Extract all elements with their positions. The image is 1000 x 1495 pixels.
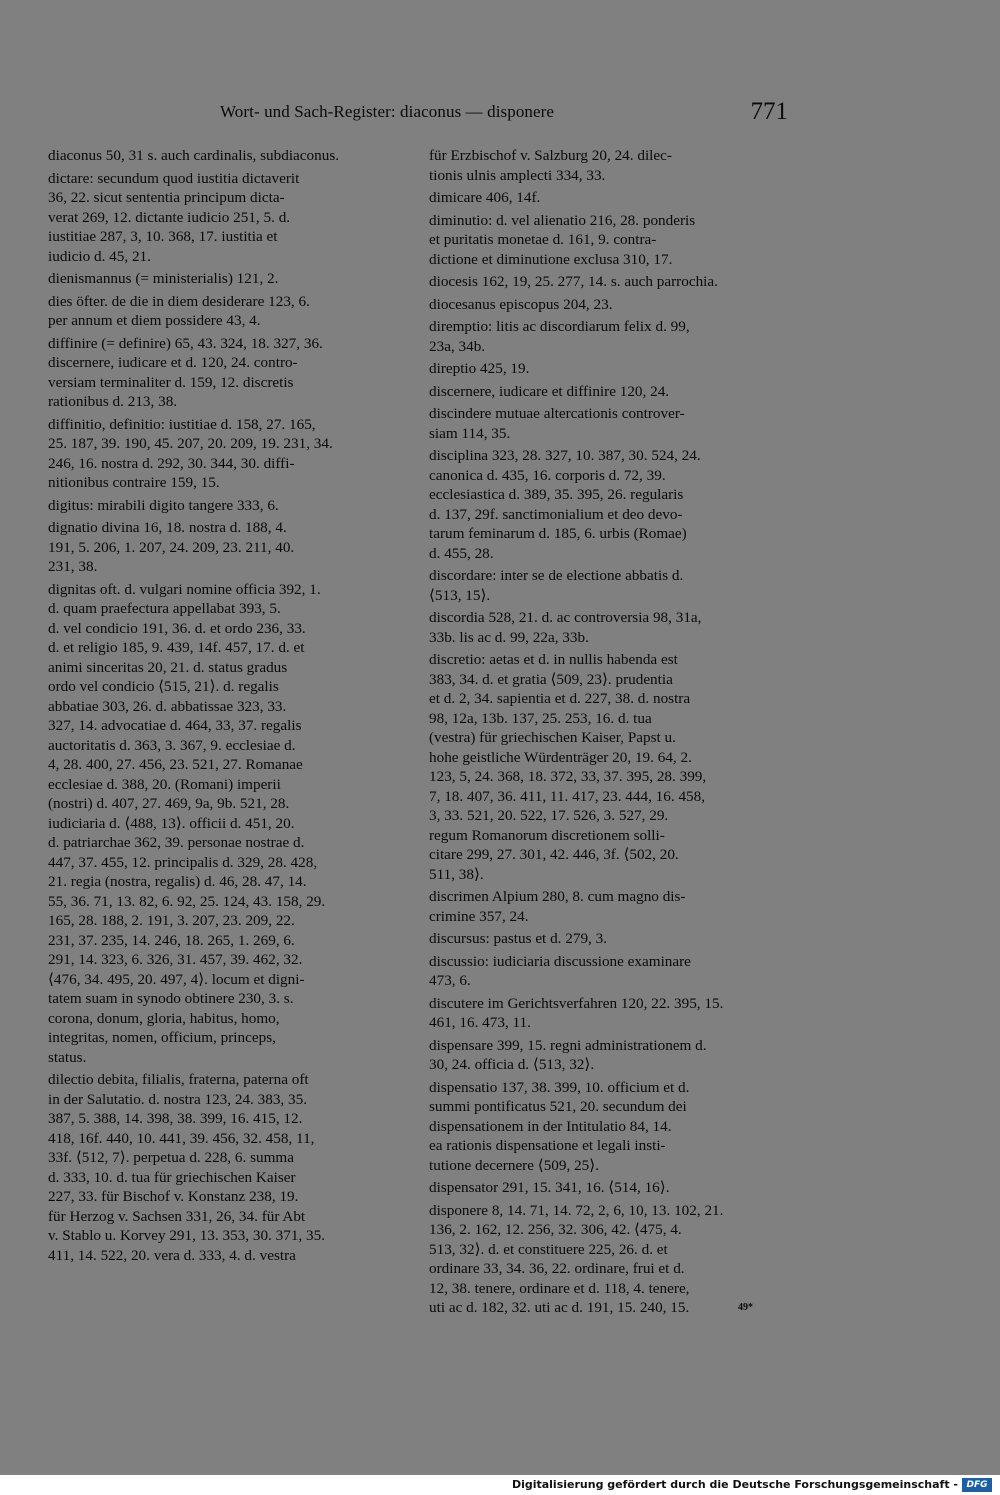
entry-line: d. 455, 28.: [429, 544, 494, 562]
entry-line: für Erzbischof v. Salzburg 20, 24. dilec-: [429, 147, 672, 164]
right-column: [429, 146, 789, 1321]
entry-line: 411, 14. 522, 20. vera d. 333, 4. d. vestra: [48, 1246, 296, 1264]
entry-line: d. patriarchae 362, 39. personae nostrae d.: [48, 834, 305, 851]
entry-line: d. 333, 10. d. tua für griechischen Kaiser: [48, 1168, 296, 1186]
entry-line: auctoritatis d. 363, 3. 367, 9. ecclesiae d.: [48, 736, 296, 754]
register-entry: [429, 1178, 789, 1198]
entry-line: status.: [48, 1048, 87, 1066]
entry-line: ordinare 33, 34. 36, 22. ordinare, frui et d.: [429, 1260, 685, 1277]
entry-line: 246, 16. nostra d. 292, 30. 344, 30. diffi-: [48, 454, 295, 472]
entry-line: discussio: iudiciaria discussione examinare: [429, 952, 691, 970]
entry-line: iudiciaria d. ⟨488, 13⟩. officii d. 451, 20.: [48, 814, 295, 832]
entry-line: diaconus 50, 31 s. auch cardinalis, subdiaconus.: [48, 147, 340, 164]
entry-line: 33b. lis ac d. 99, 22a, 33b.: [429, 628, 589, 646]
entry-line: v. Stablo u. Korvey 291, 13. 353, 30. 371, 35.: [48, 1227, 326, 1244]
entry-line: summi pontificatus 521, 20. secundum dei: [429, 1098, 687, 1115]
signature-mark: 49*: [738, 1302, 753, 1313]
entry-line: 12, 38. tenere, ordinare et d. 118, 4. tenere,: [429, 1279, 690, 1297]
entry-line: et d. 2, 34. sapientia et d. 227, 38. d. nostra: [429, 690, 691, 707]
entry-line: dignatio divina 16, 18. nostra d. 188, 4.: [48, 519, 287, 536]
register-entry: [429, 359, 789, 379]
register-entry: [48, 1070, 408, 1265]
entry-line: crimine 357, 24.: [429, 907, 529, 925]
entry-line: discordia 528, 21. d. ac controversia 98, 31a,: [429, 609, 702, 626]
entry-line: d. et religio 185, 9. 439, 14f. 457, 17. d. et: [48, 639, 305, 656]
register-entry: [48, 496, 408, 516]
entry-line: ⟨476, 34. 495, 20. 497, 4⟩. locum et digni-: [48, 970, 305, 988]
entry-line: per annum et diem possidere 43, 4.: [48, 312, 261, 329]
register-entry: [429, 566, 789, 605]
entry-line: disciplina 323, 28. 327, 10. 387, 30. 524, 24.: [429, 447, 701, 464]
entry-line: diminutio: d. vel alienatio 216, 28. ponderis: [429, 211, 696, 229]
entry-line: 4, 28. 400, 27. 456, 23. 521, 27. Romanae: [48, 756, 303, 773]
entry-line: discernere, iudicare et diffinire 120, 24.: [429, 382, 670, 400]
entry-line: regum Romanorum discretionem solli-: [429, 826, 665, 844]
page-number: 771: [750, 98, 788, 125]
entry-line: diffinire (= definire) 65, 43. 324, 18. 327, 36.: [48, 334, 323, 352]
register-entry: [429, 887, 789, 926]
entry-line: diocesis 162, 19, 25. 277, 14. s. auch parrochia.: [429, 273, 718, 290]
entry-line: discordare: inter se de electione abbatis d.: [429, 567, 684, 584]
entry-line: 36, 22. sicut sententia principum dicta-: [48, 189, 285, 206]
entry-line: dimicare 406, 14f.: [429, 189, 541, 206]
running-title: Wort- und Sach-Register: diaconus — disponere: [220, 102, 555, 121]
entry-line: diffinitio, definitio: iustitiae d. 158, 27. 165,: [48, 415, 316, 433]
entry-line: discutere im Gerichtsverfahren 120, 22. 395, 15.: [429, 994, 724, 1012]
register-entry: [48, 518, 408, 577]
register-entry: [429, 295, 789, 315]
entry-line: (nostri) d. 407, 27. 469, 9a, 9b. 521, 28.: [48, 795, 290, 812]
entry-line: für Herzog v. Sachsen 331, 26, 34. für Abt: [48, 1207, 306, 1225]
entry-line: citare 299, 27. 301, 42. 446, 3f. ⟨502, 20.: [429, 846, 679, 863]
entry-line: iudicio d. 45, 21.: [48, 247, 151, 265]
entry-line: 7, 18. 407, 36. 411, 11. 417, 23. 444, 16. 458,: [429, 787, 706, 805]
entry-line: 165, 28. 188, 2. 191, 3. 207, 23. 209, 22.: [48, 912, 295, 929]
entry-line: 511, 38⟩.: [429, 865, 484, 883]
entry-line: dies öfter. de die in diem desiderare 123, 6.: [48, 292, 310, 310]
entry-line: 21. regia (nostra, regalis) d. 46, 28. 47, 14.: [48, 873, 307, 890]
register-entry: [429, 994, 789, 1033]
entry-line: diremptio: litis ac discordiarum felix d. 99,: [429, 318, 690, 335]
entry-line: ⟨513, 15⟩.: [429, 586, 491, 604]
register-entry: [429, 272, 789, 292]
entry-line: 136, 2. 162, 12. 256, 32. 306, 42. ⟨475, 4.: [429, 1221, 682, 1238]
register-entry: [48, 292, 408, 331]
left-column: [48, 146, 408, 1268]
register-entry: [429, 317, 789, 356]
entry-line: ecclesiastica d. 389, 35. 395, 26. regularis: [429, 486, 684, 503]
register-entry: [48, 169, 408, 267]
entry-line: d. quam praefectura appellabat 393, 5.: [48, 600, 281, 617]
funding-notice: Digitalisierung gefördert durch die Deutsche Forschungsgemeinschaft -: [511, 1478, 958, 1491]
entry-line: dispensator 291, 15. 341, 16. ⟨514, 16⟩.: [429, 1179, 670, 1196]
entry-line: 327, 14. advocatiae d. 464, 33, 37. regalis: [48, 717, 302, 734]
entry-line: rationibus d. 213, 38.: [48, 393, 178, 410]
register-entry: [429, 1078, 789, 1176]
entry-line: discretio: aetas et d. in nullis habenda est: [429, 651, 678, 668]
register-entry: [429, 929, 789, 949]
entry-line: digitus: mirabili digito tangere 333, 6.: [48, 496, 279, 514]
footer-bar: [0, 1475, 1000, 1495]
register-entry: [429, 188, 789, 208]
dfg-logo[interactable]: DFG: [962, 1478, 992, 1492]
entry-line: discrimen Alpium 280, 8. cum magno dis-: [429, 888, 686, 905]
entry-line: et puritatis monetae d. 161, 9. contra-: [429, 231, 657, 248]
register-entry: [429, 1036, 789, 1075]
register-entry: [429, 952, 789, 991]
entry-line: dilectio debita, filialis, fraterna, paterna oft: [48, 1071, 309, 1088]
register-entry: [429, 404, 789, 443]
entry-line: discindere mutuae altercationis controver-: [429, 405, 685, 422]
entry-line: 418, 16f. 440, 10. 441, 39. 456, 32. 458, 11,: [48, 1129, 315, 1147]
entry-line: siam 114, 35.: [429, 424, 511, 442]
register-entry: [429, 446, 789, 563]
entry-line: 3, 33. 521, 20. 522, 17. 526, 3. 527, 29.: [429, 807, 669, 824]
register-entry: [48, 580, 408, 1068]
entry-line: 25. 187, 39. 190, 45. 207, 20. 209, 19. 231, 34.: [48, 435, 333, 452]
entry-line: dispensatio 137, 38. 399, 10. officium et d.: [429, 1078, 690, 1096]
register-entry: [48, 415, 408, 493]
register-entry: [48, 334, 408, 412]
entry-line: diocesanus episcopus 204, 23.: [429, 295, 613, 313]
entry-line: 123, 5, 24. 368, 18. 372, 33, 37. 395, 28. 399,: [429, 768, 707, 785]
entry-line: d. vel condicio 191, 36. d. et ordo 236, 33.: [48, 619, 306, 637]
entry-line: 30, 24. officia d. ⟨513, 32⟩.: [429, 1056, 595, 1073]
entry-line: dienismannus (= ministerialis) 121, 2.: [48, 270, 279, 287]
entry-line: dispensationem in der Intitulatio 84, 14.: [429, 1117, 672, 1135]
entry-line: 473, 6.: [429, 972, 471, 989]
page-header: [48, 98, 788, 128]
entry-line: discursus: pastus et d. 279, 3.: [429, 930, 608, 947]
entry-line: disponere 8, 14. 71, 14. 72, 2, 6, 10, 13. 102, 21.: [429, 1201, 724, 1219]
entry-line: 227, 33. für Bischof v. Konstanz 238, 19.: [48, 1188, 299, 1205]
entry-line: 461, 16. 473, 11.: [429, 1014, 531, 1031]
register-entry: [429, 146, 789, 185]
entry-line: dignitas oft. d. vulgari nomine officia 392, 1.: [48, 580, 321, 598]
entry-line: versiam terminaliter d. 159, 12. discretis: [48, 373, 294, 391]
entry-line: 98, 12a, 13b. 137, 25. 253, 16. d. tua: [429, 709, 652, 727]
entry-line: 55, 36. 71, 13. 82, 6. 92, 25. 124, 43. 158, 29.: [48, 892, 326, 910]
entry-line: 513, 32⟩. d. et constituere 225, 26. d. et: [429, 1240, 668, 1258]
entry-line: d. 137, 29f. sanctimonialium et deo devo-: [429, 505, 683, 523]
entry-line: hohe geistliche Würdenträger 20, 19. 64, 2.: [429, 748, 692, 766]
entry-line: discernere, iudicare et d. 120, 24. contro-: [48, 354, 298, 371]
entry-line: ecclesiae d. 388, 20. (Romani) imperii: [48, 775, 281, 793]
entry-line: corona, donum, gloria, habitus, homo,: [48, 1009, 280, 1027]
entry-line: tarum feminarum d. 185, 6. urbis (Romae): [429, 525, 687, 542]
entry-line: direptio 425, 19.: [429, 360, 530, 377]
entry-line: verat 269, 12. dictante iudicio 251, 5. d.: [48, 208, 291, 226]
register-entry: [429, 382, 789, 402]
entry-line: 383, 34. d. et gratia ⟨509, 23⟩. prudentia: [429, 670, 673, 688]
entry-line: tatem suam in synodo obtinere 230, 3. s.: [48, 990, 294, 1007]
entry-line: 231, 37. 235, 14. 246, 18. 265, 1. 269, 6.: [48, 931, 295, 949]
register-entry: [48, 269, 408, 289]
entry-line: ea rationis dispensatione et legali insti-: [429, 1137, 666, 1154]
entry-line: tionis ulnis amplecti 334, 33.: [429, 166, 606, 184]
entry-line: 33f. ⟨512, 7⟩. perpetua d. 228, 6. summa: [48, 1149, 294, 1166]
entry-line: 23a, 34b.: [429, 337, 486, 355]
entry-line: dictare: secundum quod iustitia dictaverit: [48, 169, 300, 187]
register-entry: [429, 211, 789, 270]
register-entry: [429, 608, 789, 647]
entry-line: (vestra) für griechischen Kaiser, Papst u.: [429, 729, 676, 746]
entry-line: tutione decernere ⟨509, 25⟩.: [429, 1156, 599, 1174]
entry-line: 191, 5. 206, 1. 207, 24. 209, 23. 211, 40.: [48, 538, 295, 556]
register-entry: [48, 146, 408, 166]
entry-line: nitionibus contraire 159, 15.: [48, 474, 220, 491]
entry-line: 387, 5. 388, 14. 398, 38. 399, 16. 415, 12.: [48, 1110, 303, 1127]
entry-line: in der Salutatio. d. nostra 123, 24. 383, 35.: [48, 1090, 308, 1108]
entry-line: integritas, nomen, officium, princeps,: [48, 1029, 276, 1046]
entry-line: animi sinceritas 20, 21. d. status gradus: [48, 658, 288, 676]
entry-line: canonica d. 435, 16. corporis d. 72, 39.: [429, 466, 666, 484]
entry-line: abbatiae 303, 26. d. abbatissae 323, 33.: [48, 697, 287, 715]
entry-line: dispensare 399, 15. regni administrationem d.: [429, 1036, 707, 1054]
entry-line: ordo vel condicio ⟨515, 21⟩. d. regalis: [48, 678, 279, 695]
register-entry: [429, 650, 789, 884]
entry-line: iustitiae 287, 3, 10. 368, 17. iustitia et: [48, 228, 278, 245]
entry-line: dictione et diminutione exclusa 310, 17.: [429, 250, 673, 268]
entry-line: 231, 38.: [48, 558, 98, 575]
entry-line: 291, 14. 323, 6. 326, 31. 457, 39. 462, 32.: [48, 951, 303, 968]
entry-line: uti ac d. 182, 32. uti ac d. 191, 15. 240, 15.: [429, 1299, 690, 1316]
register-entry: [429, 1201, 789, 1318]
entry-line: 447, 37. 455, 12. principalis d. 329, 28. 428,: [48, 853, 318, 871]
